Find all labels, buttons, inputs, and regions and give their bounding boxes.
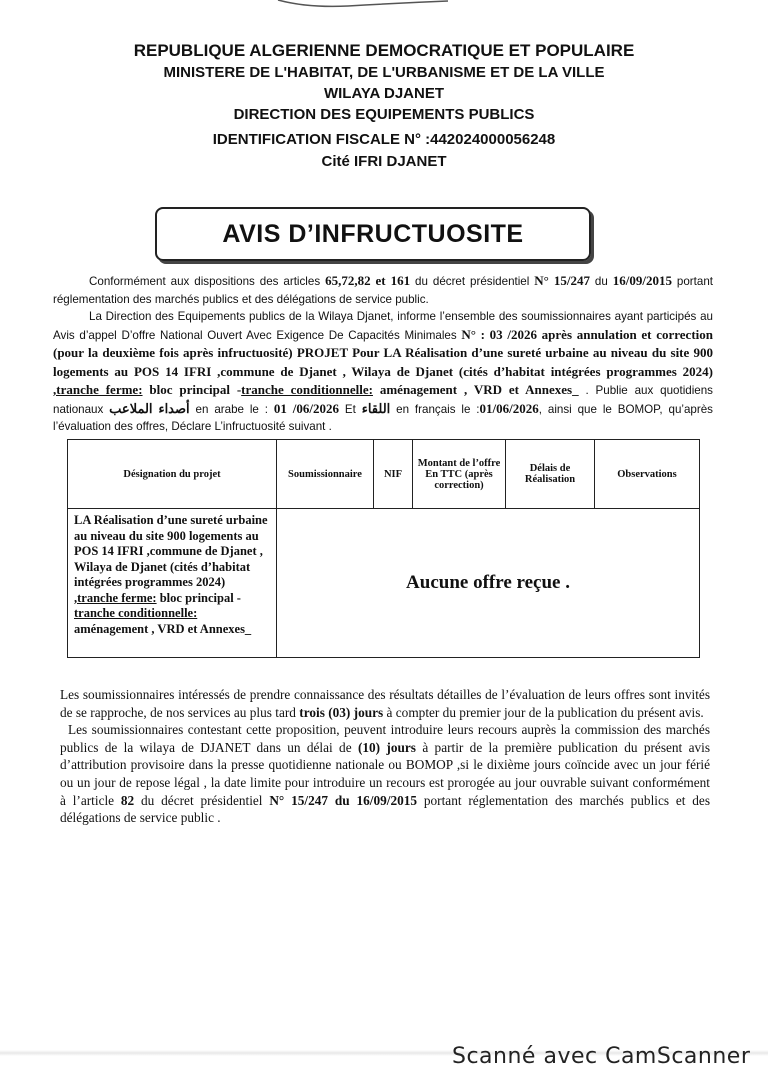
direction-title: DIRECTION DES EQUIPEMENTS PUBLICS (233, 106, 535, 123)
body-paragraph-1: Les soumissionnaires intéressés de prendre connaissance des résultats détailles de l’évaluation de leurs offres sont invités de se rapproche, de nos services au plus tard trois (03) jours à compter du premier jour de la publication du présent avis. (60, 687, 710, 720)
project-designation: LA Réalisation d’une sureté urbaine au niveau du site 900 logements au POS 14 IFRI ,commune de Djanet , Wilaya de Djanet (cités d’habitat intégrées programmes 2024) ,tranche ferme: bloc principal -tranche conditionnelle: aménagement , VRD et Annexes_ (68, 509, 277, 658)
body-section (60, 686, 710, 827)
col-delay: Délais de Réalisation (506, 440, 595, 509)
scan-mark (268, 0, 468, 10)
col-amount: Montant de l’offre En TTC (après correction) (413, 440, 506, 509)
fiscal-id: IDENTIFICATION FISCALE N° :442024000056248 (212, 131, 556, 148)
arabic-newspaper: أصداء الملاعب (109, 400, 190, 416)
republic-title: REPUBLIQUE ALGERIENNE DEMOCRATIQUE ET POPULAIRE (133, 41, 635, 60)
ministry-title: MINISTERE DE L'HABITAT, DE L'URBANISME ET DE LA VILLE (163, 64, 605, 81)
no-offer-text: Aucune offre reçue . (277, 509, 700, 658)
table-row (68, 509, 700, 658)
notice-title: AVIS D’INFRUCTUOSITE (222, 219, 524, 248)
notice-title-box (155, 207, 591, 261)
scanner-watermark: Scanné avec CamScanner (452, 1044, 751, 1069)
col-observations: Observations (595, 440, 700, 509)
col-designation: Désignation du projet (68, 440, 277, 509)
table-header-row (68, 440, 700, 509)
address: Cité IFRI DJANET (321, 153, 447, 170)
wilaya-title: WILAYA DJANET (323, 85, 445, 102)
body-paragraph-2: Les soumissionnaires contestant cette proposition, peuvent introduire leurs recours auprès la commission des marchés publics de la wilaya de DJANET dans un délai de (10) jours à partir de la première publication du présent avis d’attribution provisoire dans la presse quotidienne nationale ou BOMOP ,si le dixième jours coïncide avec un jour férié ou un jour de repose légal , la date limite pour introduire un recours est prorogée au jour ouvrable suivant conformément à l’article 82 du décret présidentiel N° 15/247 du 16/09/2015 portant réglementation des marchés publics et des délégations de service public . (60, 722, 711, 826)
col-nif: NIF (374, 440, 413, 509)
intro-paragraph-1: Conformément aux dispositions des articles 65,72,82 et 161 du décret présidentiel N° 15/247 du 16/09/2015 portant réglementation des marchés publics et des délégations de service public. (53, 273, 714, 306)
col-bidder: Soumissionnaire (277, 440, 374, 509)
results-table (67, 439, 700, 658)
intro-paragraph-2: La Direction des Equipements publics de la Wilaya Djanet, informe l’ensemble des soumissionnaires ayant participés au Avis d’appel D’offre National Ouvert Avec Exigence De Capacités Minimales N° : 03 /2026 après annulation et correction (pour la deuxième fois après infructuosité) PROJET Pour LA Réalisation d’une sureté urbaine au niveau du site 900 logements au POS 14 IFRI ,commune de Djanet , Wilaya de Djanet (cités d’habitat intégrées programmes 2024) ,tranche ferme: bloc principal -tranche conditionnelle: aménagement , VRD et Annexes_ . Publie aux quotidiens nationaux أصداء الملاعب en arabe le : 01 /06/2026 Et اللقاء en français le :01/06/2026, ainsi que le BOMOP, qu’après l’évaluation des offres, Déclare L’infructuosité suivant . (53, 310, 713, 433)
letterhead (0, 40, 768, 173)
intro-section (53, 272, 713, 436)
french-newspaper: اللقاء (361, 400, 391, 416)
